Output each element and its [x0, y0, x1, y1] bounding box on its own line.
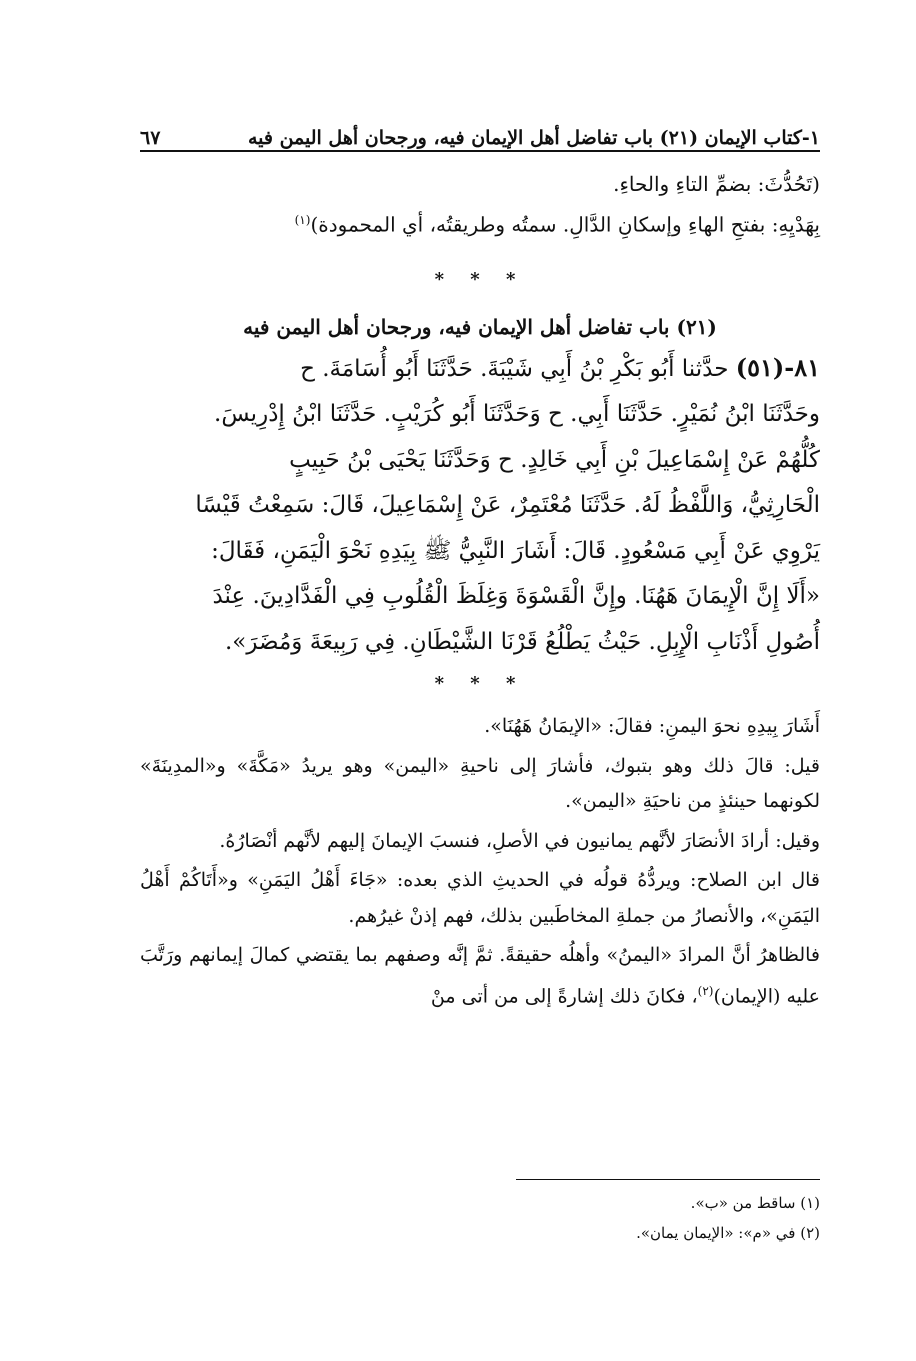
hadith-line: الْحَارِثِيُّ، وَاللَّفْظُ لَهُ. حَدَّثَنَا مُعْتَمِرٌ، عَنْ إِسْمَاعِيلَ، قَالَ: سَمِعْتُ قَيْسًا: [195, 492, 820, 519]
footnote-rule: [516, 1179, 820, 1180]
hadith-line: كُلُّهُمْ عَنْ إِسْمَاعِيلَ بْنِ أَبِي خَالِدٍ. ح وَحَدَّثَنَا يَحْيَى بْنُ حَبِيبٍ: [289, 446, 820, 473]
section-separator: * * *: [434, 268, 526, 290]
commentary-paragraph: قال ابن الصلاح: ويردُّهُ قولُه في الحديثِ الذي بعده: «جَاءَ أَهْلُ اليَمَنِ» و«أَتَاكُمْ أَهْلُ اليَمَنِ»، والأنصارُ من جملةِ المخاطَبين بذلك، فهم إذنْ غيرُهم.: [140, 869, 820, 927]
hadith-line: أُصُولِ أَذْنَابِ الْإِبِلِ. حَيْثُ يَطْلُعُ قَرْنَا الشَّيْطَانِ. فِي رَبِيعَةَ وَمُضَرَ».: [224, 628, 820, 655]
commentary-paragraph: أَشَارَ بِيدِهِ نحوَ اليمنِ: فقالَ: «الإيمَانُ هَهُنَا».: [484, 715, 820, 738]
gloss-line: بِهَدْيِهِ: بفتحِ الهاءِ وإسكانِ الدَّالِ. سمتُه وطريقتُه، أي المحمودة)$^{(١)}$: [294, 212, 820, 237]
hadith-line: ٨١-(٥١) حدَّثنا أَبُو بَكْرِ بْنُ أَبِي شَيْبَةَ. حَدَّثَنَا أَبُو أُسَامَةَ. ح: [300, 352, 820, 382]
hadith-text: [140, 345, 820, 666]
section-separator: * * *: [434, 673, 526, 695]
chapter-title: (٢١) باب تفاضل أهل الإيمان فيه، ورجحان أهل اليمن فيه: [243, 314, 717, 339]
commentary-paragraph: وقيل: أرادَ الأنصَارَ لأنَّهم يمانيون في الأصلِ، فنسبَ الإيمانَ إليهم لأنَّهم أنْصَارُهُ.: [219, 829, 820, 852]
page-header: [140, 112, 820, 148]
gloss-line: (تَحُدُّثَ: بضمِّ التاءِ والحاءِ.: [613, 172, 820, 196]
commentary-paragraph: فالظاهرُ أنَّ المرادَ «اليمنُ» وأهلُه حقيقةً. ثمَّ إنَّه وصفهم بما يقتضي كمالَ إيمانهم ورَتَّبَ عليه (الإيمان)$^{(٢)}$، فكانَ ذلك إشارةً إلى من أتى منْ: [140, 944, 820, 1007]
hadith-number: ٨١-(٥١): [735, 352, 820, 382]
hadith-line: يَرْوِي عَنْ أَبِي مَسْعُودٍ. قَالَ: أَشَارَ النَّبِيُّ ﷺ بِيَدِهِ نَحْوَ الْيَمَنِ، فَقَالَ:: [211, 537, 820, 564]
page-number: ٦٧: [140, 127, 161, 149]
footnote-marker: (٢): [697, 983, 714, 998]
hadith-line: «أَلَا إِنَّ الْإِيمَانَ هَهُنَا. وإِنَّ الْقَسْوَةَ وَغِلَظَ الْقُلُوبِ فِي الْفَدَّادِينَ. عِنْدَ: [212, 583, 820, 610]
hadith-line: وحَدَّثَنَا ابْنُ نُمَيْرٍ. حَدَّثَنَا أَبِي. ح وَحَدَّثَنَا أَبُو كُرَيْبٍ. حَدَّثَنَا ابْنُ إِدْرِيسَ.: [214, 401, 820, 428]
main-text: [140, 166, 820, 1018]
footnote: (٢) في «م»: «الإيمان يمان».: [636, 1224, 820, 1242]
running-title: ١-كتاب الإيمان (٢١) باب تفاضل أهل الإيمان فيه، ورجحان أهل اليمن فيه: [247, 127, 820, 149]
commentary-paragraph: قيل: قالَ ذلك وهو بتبوك، فأشارَ إلى ناحيةِ «اليمن» وهو يريدُ «مَكَّةَ» و«المدِينَةَ» لكونهما حينئذٍ من ناحيَةِ «اليمن».: [140, 754, 820, 813]
footnote-marker: (١): [294, 213, 311, 227]
gloss-block: [140, 166, 820, 243]
commentary: [140, 709, 820, 1014]
header-rule: [140, 150, 820, 152]
footnote: (١) ساقط من «ب».: [690, 1194, 820, 1212]
footnotes: [140, 1188, 820, 1248]
